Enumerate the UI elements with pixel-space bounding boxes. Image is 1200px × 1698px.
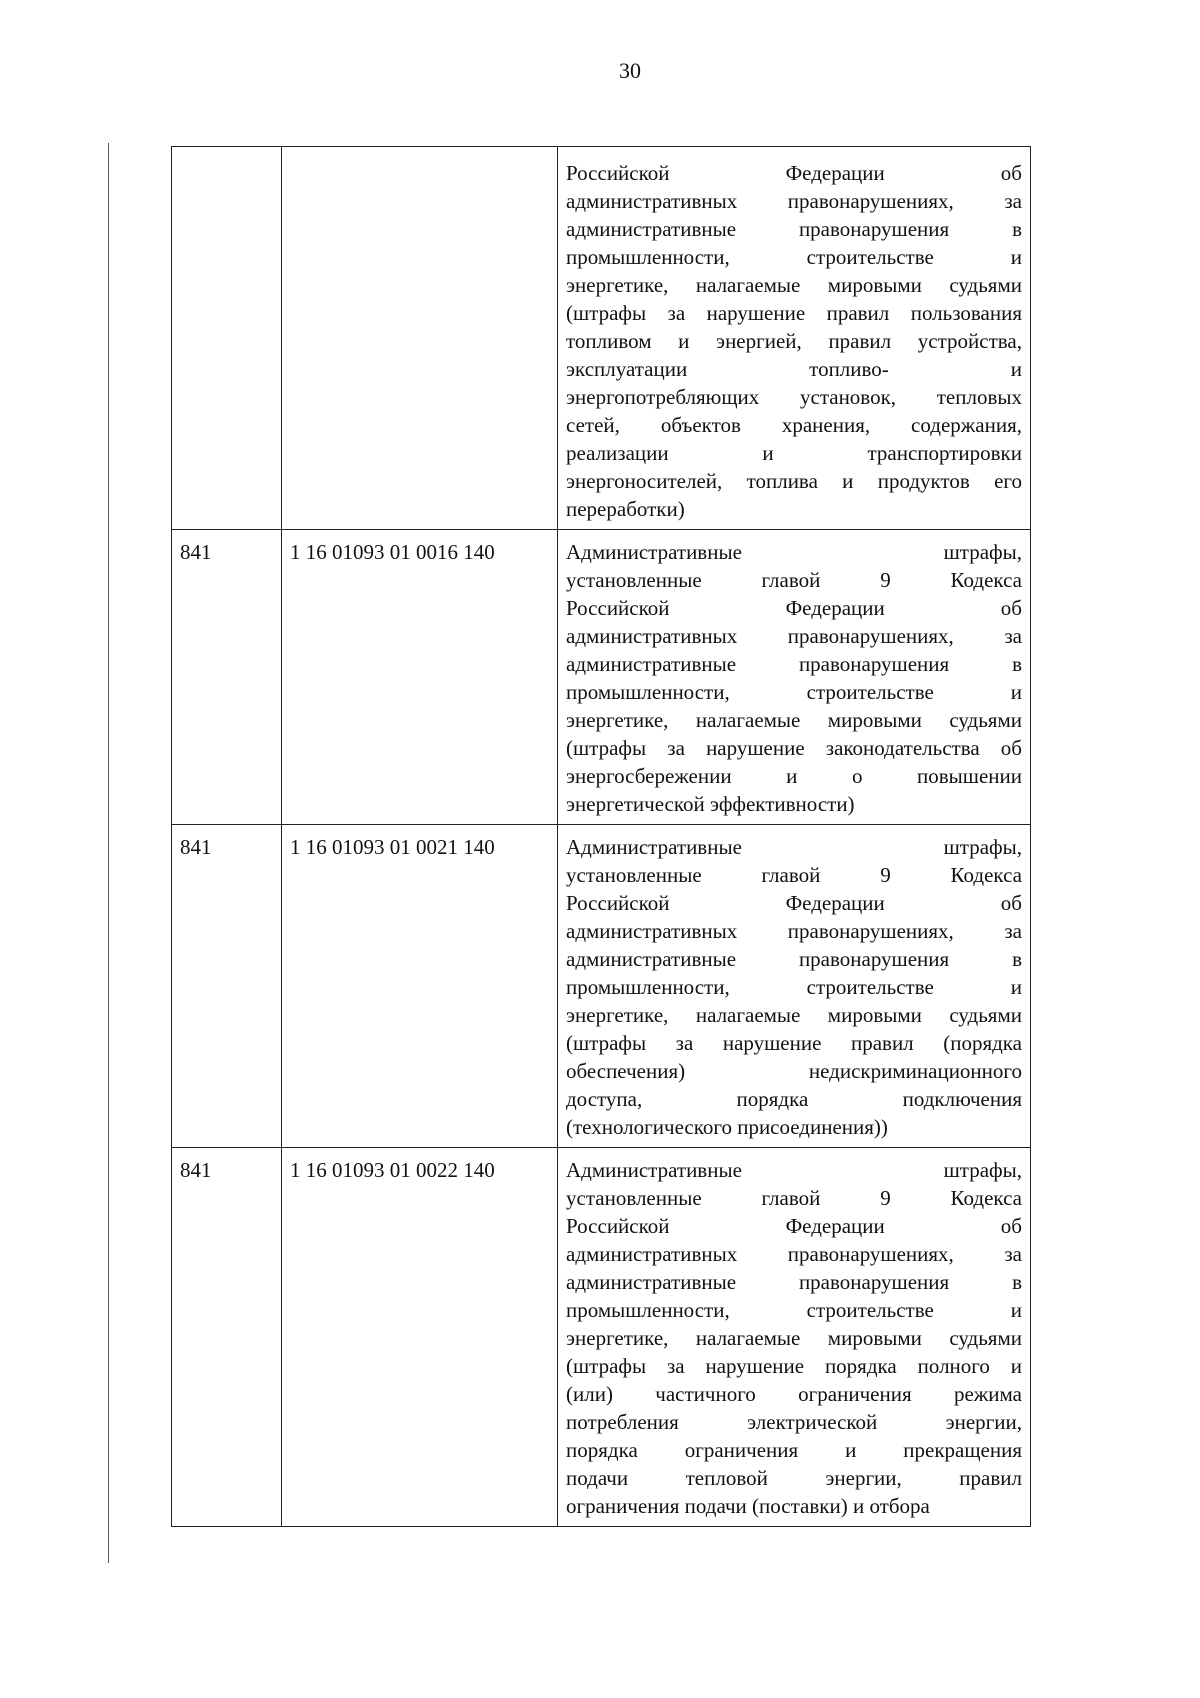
admin-code-cell: 841 xyxy=(172,825,282,1148)
description-line: топливом и энергией, правил устройства, xyxy=(566,329,1022,353)
description-line: административных правонарушениях, за xyxy=(566,624,1022,648)
description-line: промышленности, строительстве и xyxy=(566,680,1022,704)
description-line: (или) частичного ограничения режима xyxy=(566,1382,1022,1406)
description-line: эксплуатации топливо- и xyxy=(566,357,1022,381)
description-line: потребления электрической энергии, xyxy=(566,1410,1022,1434)
description-line: административные правонарушения в xyxy=(566,1270,1022,1294)
description-line: энергетике, налагаемые мировыми судьями xyxy=(566,273,1022,297)
description-line: энергосбережении и о повышении xyxy=(566,764,1022,788)
admin-code-cell: 841 xyxy=(172,1148,282,1527)
margin-line xyxy=(108,143,109,1563)
description-line: переработки) xyxy=(566,497,685,521)
description-line: обеспечения) недискриминационного xyxy=(566,1059,1022,1083)
description-line: порядка ограничения и прекращения xyxy=(566,1438,1022,1462)
kbk-code-cell: 1 16 01093 01 0021 140 xyxy=(282,825,558,1148)
description-line: реализации и транспортировки xyxy=(566,441,1022,465)
description-line: административных правонарушениях, за xyxy=(566,919,1022,943)
budget-codes-table xyxy=(171,146,1031,1527)
description-line: Российской Федерации об xyxy=(566,891,1022,915)
description-line: энергетике, налагаемые мировыми судьями xyxy=(566,1326,1022,1350)
description-line: административных правонарушениях, за xyxy=(566,1242,1022,1266)
description-line: Административные штрафы, xyxy=(566,540,1022,564)
page-number: 30 xyxy=(619,58,641,83)
description-line: промышленности, строительстве и xyxy=(566,245,1022,269)
admin-code-cell xyxy=(172,147,282,530)
description-line: энергетике, налагаемые мировыми судьями xyxy=(566,1003,1022,1027)
description-line: энергоносителей, топлива и продуктов его xyxy=(566,469,1022,493)
description-line: промышленности, строительстве и xyxy=(566,1298,1022,1322)
description-line: (технологического присоединения)) xyxy=(566,1115,888,1139)
description-line: административные правонарушения в xyxy=(566,217,1022,241)
table-body xyxy=(172,147,1031,1527)
description-line: подачи тепловой энергии, правил xyxy=(566,1466,1022,1490)
description-line: Российской Федерации об xyxy=(566,1214,1022,1238)
description-line: (штрафы за нарушение порядка полного и xyxy=(566,1354,1022,1378)
description-line: (штрафы за нарушение правил (порядка xyxy=(566,1031,1022,1055)
description-line: Административные штрафы, xyxy=(566,835,1022,859)
description-line: (штрафы за нарушение правил пользования xyxy=(566,301,1022,325)
description-line: административные правонарушения в xyxy=(566,947,1022,971)
kbk-code-cell xyxy=(282,147,558,530)
description-line: (штрафы за нарушение законодательства об xyxy=(566,736,1022,760)
description-line: доступа, порядка подключения xyxy=(566,1087,1022,1111)
description-line: ограничения подачи (поставки) и отбора xyxy=(566,1494,930,1518)
description-line: энергетике, налагаемые мировыми судьями xyxy=(566,708,1022,732)
description-cell xyxy=(558,825,1031,1148)
table-row xyxy=(172,825,1031,1148)
description-cell xyxy=(558,530,1031,825)
kbk-code-cell: 1 16 01093 01 0016 140 xyxy=(282,530,558,825)
kbk-code-cell: 1 16 01093 01 0022 140 xyxy=(282,1148,558,1527)
description-line: установленные главой 9 Кодекса xyxy=(566,863,1022,887)
description-line: промышленности, строительстве и xyxy=(566,975,1022,999)
table-row xyxy=(172,530,1031,825)
description-line: установленные главой 9 Кодекса xyxy=(566,1186,1022,1210)
table-row xyxy=(172,147,1031,530)
description-line: административные правонарушения в xyxy=(566,652,1022,676)
description-line: Российской Федерации об xyxy=(566,161,1022,185)
description-line: энергетической эффективности) xyxy=(566,792,855,816)
description-line: Российской Федерации об xyxy=(566,596,1022,620)
description-line: Административные штрафы, xyxy=(566,1158,1022,1182)
description-line: установленные главой 9 Кодекса xyxy=(566,568,1022,592)
description-cell xyxy=(558,1148,1031,1527)
description-line: административных правонарушениях, за xyxy=(566,189,1022,213)
description-line: сетей, объектов хранения, содержания, xyxy=(566,413,1022,437)
admin-code-cell: 841 xyxy=(172,530,282,825)
description-cell xyxy=(558,147,1031,530)
description-line: энергопотребляющих установок, тепловых xyxy=(566,385,1022,409)
table-row xyxy=(172,1148,1031,1527)
